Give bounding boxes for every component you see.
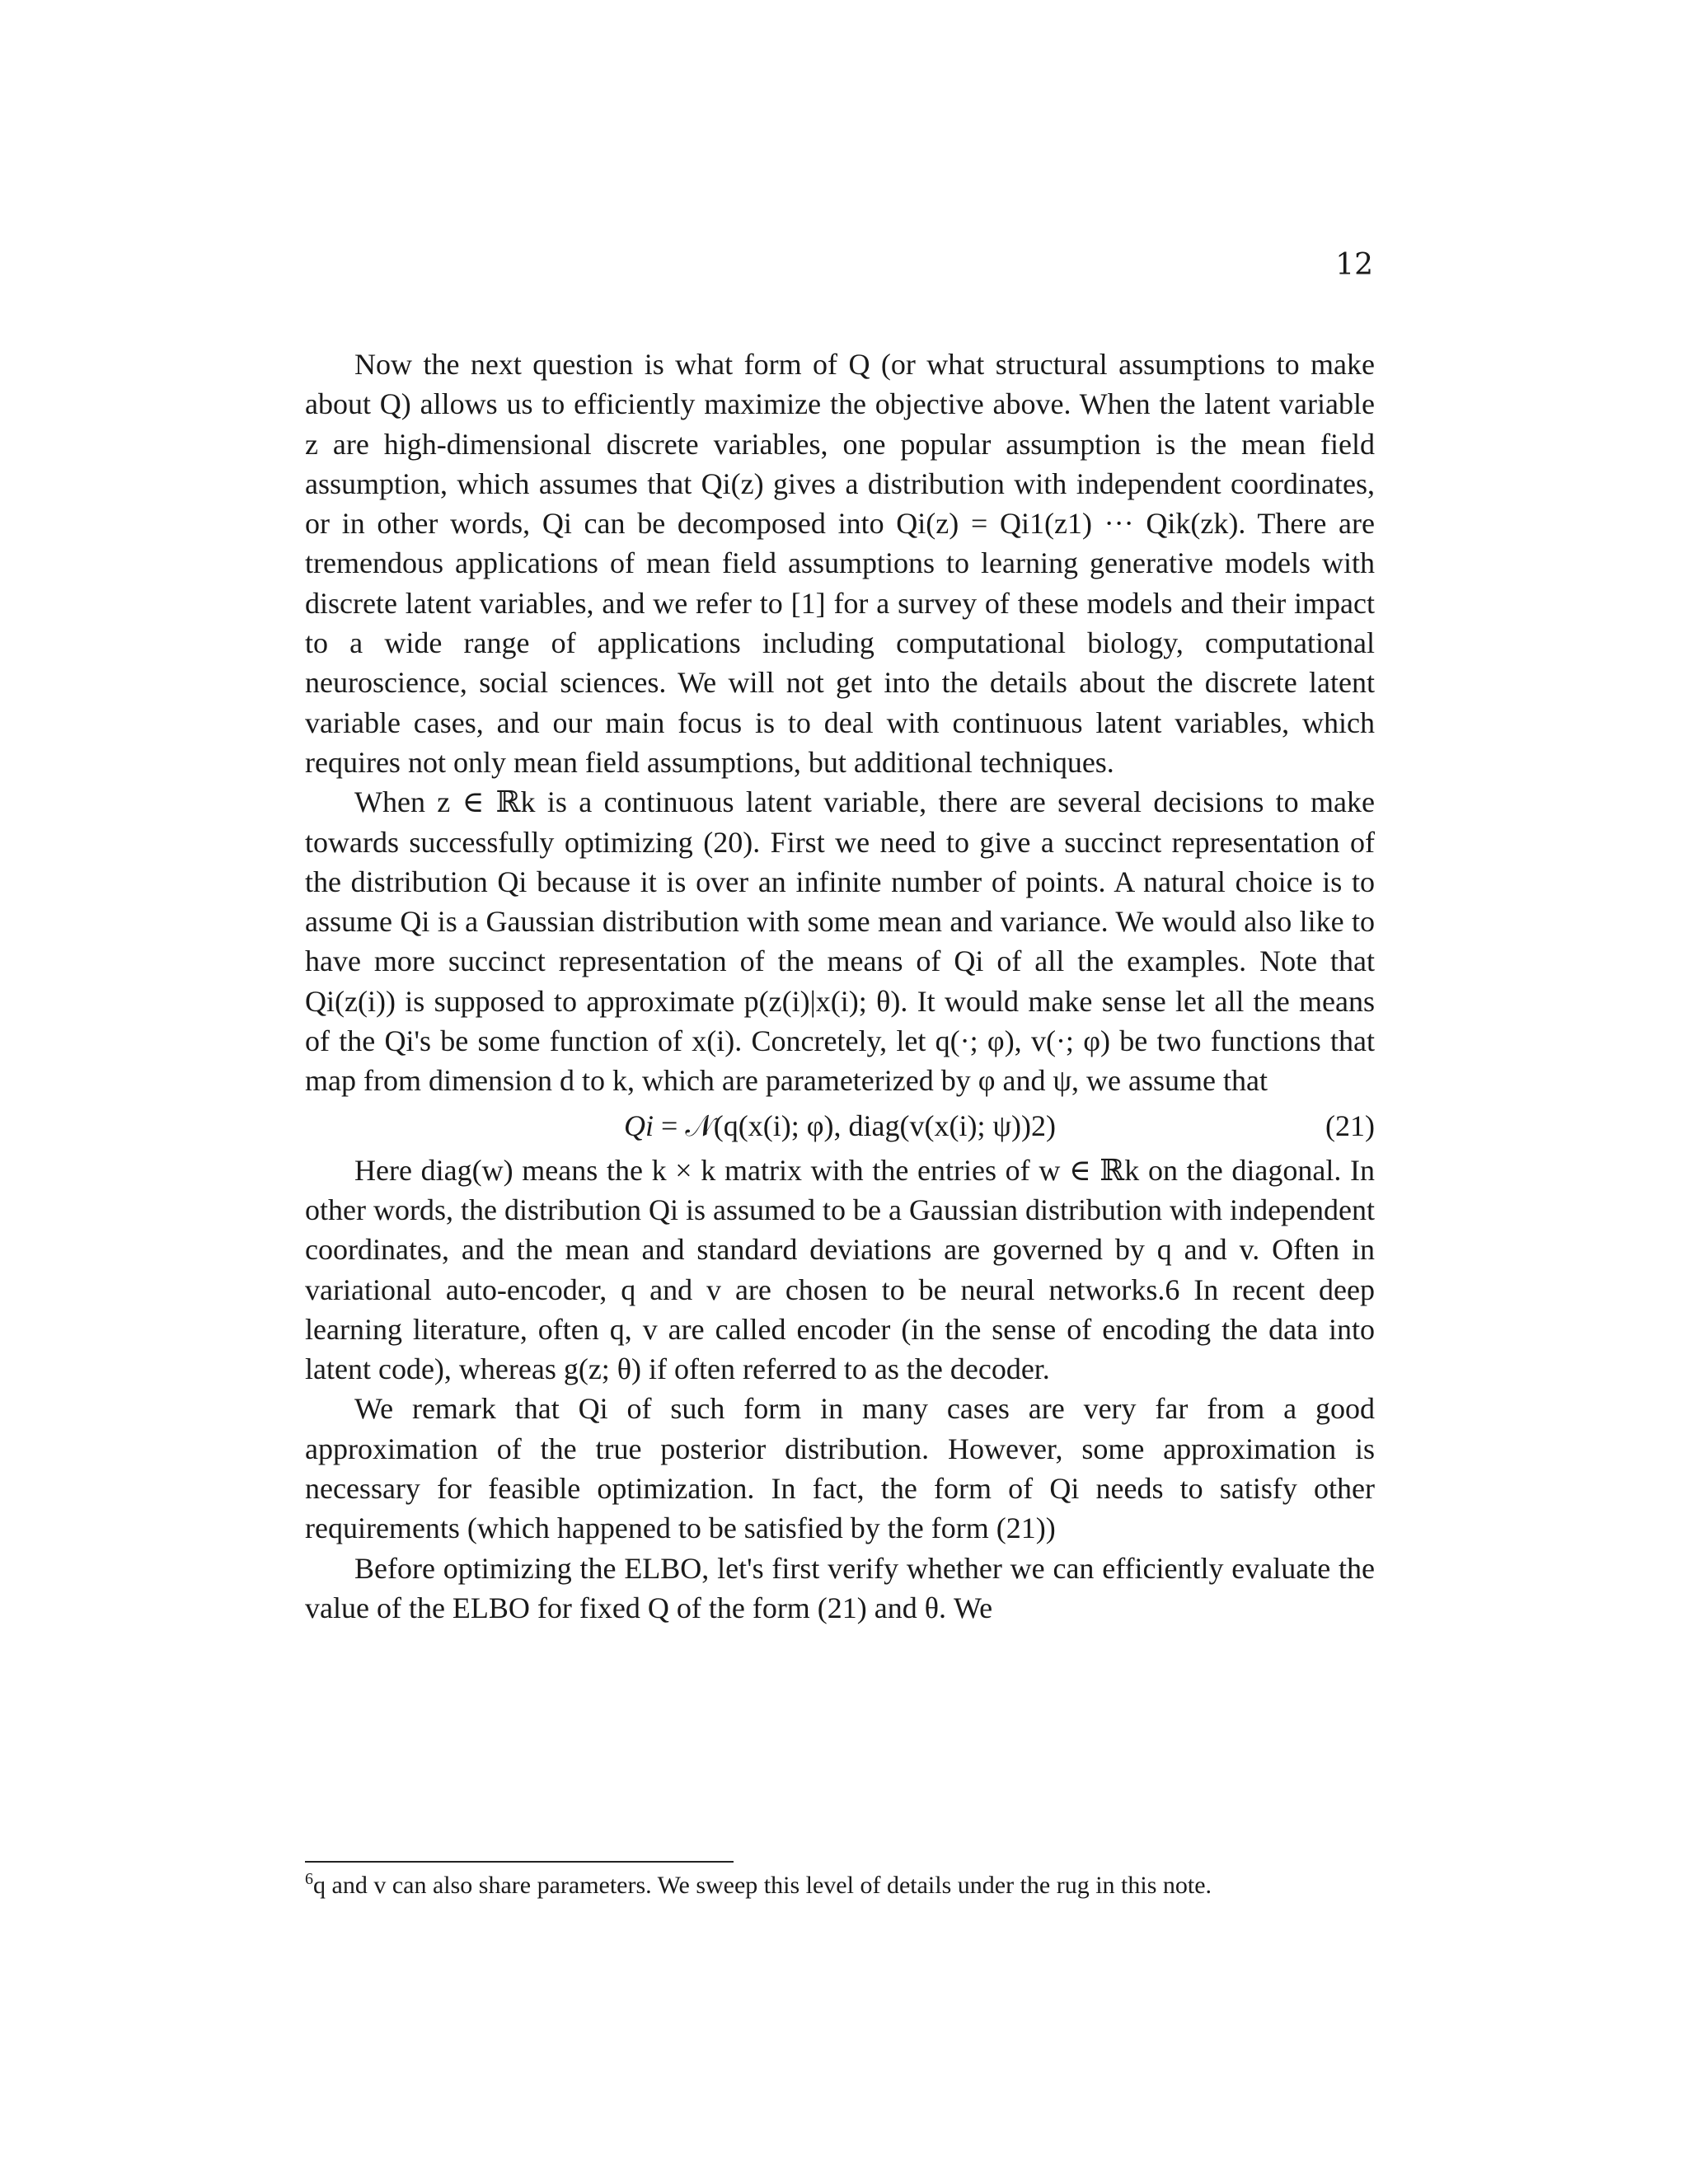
footnote bbox=[305, 1869, 1375, 1902]
footnote-text: q and v can also share parameters. We sweep this level of details under the rug in this note. bbox=[313, 1872, 1212, 1899]
paragraph-4: We remark that Qi of such form in many cases are very far from a good approximation of the true posterior distribution. However, some approximation is necessary for feasible optimization. In fact, the form of Qi needs to satisfy other requirements (which happened to be satisfied by the form (21)) bbox=[305, 1392, 1375, 1545]
equation-21 bbox=[305, 1106, 1375, 1149]
page-number: 12 bbox=[1335, 248, 1373, 282]
footnote-mark: 6 bbox=[305, 1870, 313, 1888]
equation-number: (21) bbox=[1325, 1108, 1375, 1142]
paragraph-5: Before optimizing the ELBO, let's first verify whether we can efficiently evaluate the value of the ELBO for fixed Q of the form (21) and θ. We bbox=[305, 1551, 1375, 1624]
footnote-rule bbox=[305, 1861, 734, 1863]
paragraph-3: Here diag(w) means the k × k matrix with the entries of w ∈ ℝk on the diagonal. In other words, the distribution Qi is assumed to be a Gaussian distribution with independent coordinates, and the mean and standard deviations are governed by q and v. Often in variational auto-encoder, q and v are chosen to be neural networks.6 In recent deep learning literature, often q, v are called encoder (in the sense of encoding the data into latent code), whereas g(z; θ) if often referred to as the decoder. bbox=[305, 1153, 1375, 1386]
paragraph-2: When z ∈ ℝk is a continuous latent variable, there are several decisions to make towards successfully optimizing (20). First we need to give a succinct representation of the distribution Qi because it is over an infinite number of points. A natural choice is to assume Qi is a Gaussian distribution with some mean and variance. We would also like to have more succinct representation of the means of Qi of all the examples. Note that Qi(z(i)) is supposed to approximate p(z(i)|x(i); θ). It would make sense let all the means of the Qi's be some function of x(i). Concretely, let q(·; φ), v(·; φ) be two functions that map from dimension d to k, which are parameterized by φ and ψ, we assume that bbox=[305, 785, 1375, 1098]
equation-lhs: Qi bbox=[624, 1108, 654, 1142]
equation-rhs: = 𝒩(q(x(i); φ), diag(v(x(i); ψ))2) bbox=[661, 1108, 1056, 1142]
body-text bbox=[305, 344, 1375, 1628]
paragraph-1: Now the next question is what form of Q (or what structural assumptions to make about Q) allows us to efficiently maximize the objective above. When the latent variable z are high-dimensional discrete variables, one popular assumption is the mean field assumption, which assumes that Qi(z) gives a distribution with independent coordinates, or in other words, Qi can be decomposed into Qi(z) = Qi1(z1) ··· Qik(zk). There are tremendous applications of mean field assumptions to learning generative models with discrete latent variables, and we refer to [1] for a survey of these models and their impact to a wide range of applications including computational biology, computational neuroscience, social sciences. We will not get into the details about the discrete latent variable cases, and our main focus is to deal with continuous latent variables, which requires not only mean field assumptions, but additional techniques. bbox=[305, 348, 1375, 779]
equation-body bbox=[305, 1106, 1375, 1146]
